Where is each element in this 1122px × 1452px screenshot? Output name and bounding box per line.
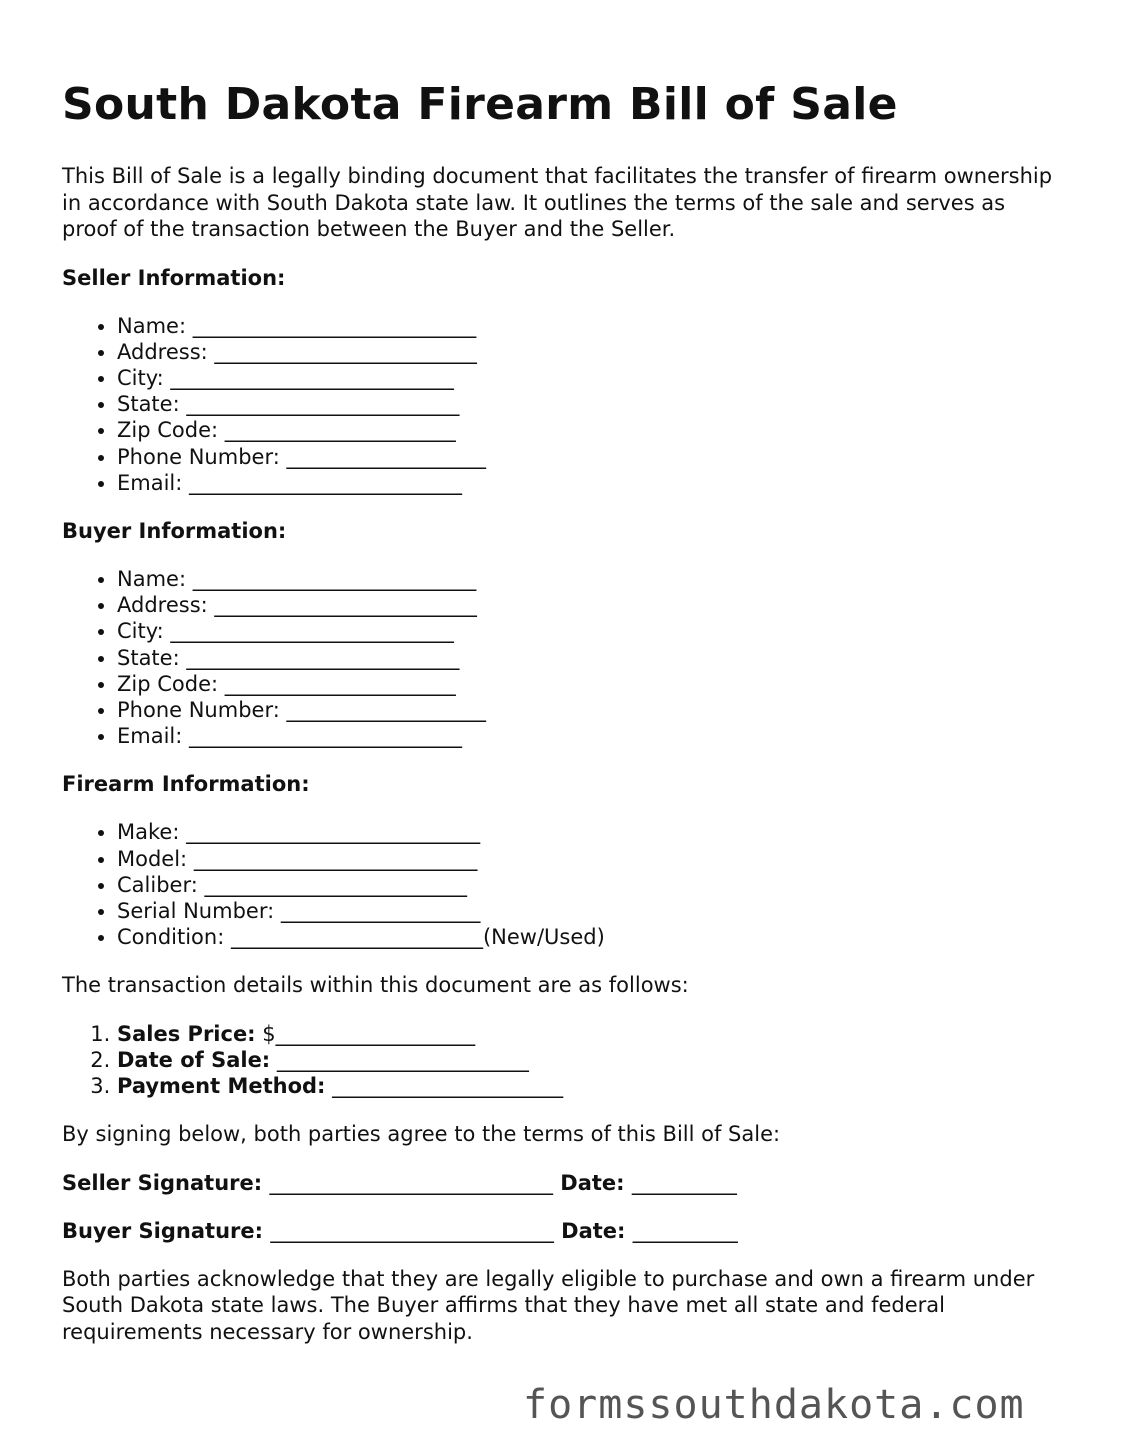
buyer-signature-blank[interactable]: ___________________________ — [270, 1218, 554, 1243]
list-item — [117, 645, 1062, 671]
firearm-field-list — [62, 819, 1062, 950]
signing-intro: By signing below, both parties agree to the terms of this Bill of Sale: — [62, 1122, 781, 1147]
field-label: City: — [117, 619, 164, 644]
field-label: Zip Code: — [117, 671, 219, 696]
field-label: Phone Number: — [117, 444, 280, 469]
list-item — [117, 339, 1062, 365]
list-item — [117, 671, 1062, 697]
field-label: Payment Method: — [117, 1074, 326, 1099]
firearm-model-blank[interactable]: ___________________________ — [193, 846, 478, 871]
field-label: State: — [117, 645, 180, 670]
field-label: Condition: — [117, 925, 225, 950]
list-item — [117, 723, 1062, 749]
list-item — [117, 924, 1062, 950]
buyer-state-blank[interactable]: __________________________ — [186, 645, 460, 670]
seller-signature-blank[interactable]: ___________________________ — [269, 1170, 553, 1195]
list-item — [117, 1047, 1062, 1073]
field-label: Zip Code: — [117, 418, 219, 443]
seller-email-blank[interactable]: __________________________ — [189, 470, 463, 495]
seller-field-list — [62, 313, 1062, 496]
page-title: South Dakota Firearm Bill of Sale — [62, 79, 898, 130]
condition-options: (New/Used) — [482, 925, 605, 950]
transaction-list — [62, 1021, 1062, 1100]
list-item — [117, 417, 1062, 443]
date-label: Date: — [560, 1170, 625, 1195]
list-item — [117, 872, 1062, 898]
seller-city-blank[interactable]: ___________________________ — [170, 365, 454, 390]
seller-date-blank[interactable]: __________ — [631, 1170, 737, 1195]
field-label: Sales Price: — [117, 1021, 256, 1046]
field-label: Name: — [117, 566, 187, 591]
transaction-intro: The transaction details within this document are as follows: — [62, 973, 689, 998]
list-item — [117, 618, 1062, 644]
watermark: formssouthdakota.com — [523, 1382, 1025, 1428]
firearm-condition-blank[interactable]: ________________________ — [230, 925, 483, 950]
list-item — [117, 444, 1062, 470]
field-label: Serial Number: — [117, 898, 275, 923]
list-item — [117, 1021, 1062, 1047]
firearm-caliber-blank[interactable]: _________________________ — [204, 872, 467, 897]
list-item — [117, 898, 1062, 924]
list-item — [117, 846, 1062, 872]
field-label: Name: — [117, 313, 187, 338]
field-label: City: — [117, 365, 164, 390]
list-item — [117, 470, 1062, 496]
buyer-name-blank[interactable]: ___________________________ — [192, 566, 477, 591]
seller-heading: Seller Information: — [62, 265, 286, 290]
seller-signature-label: Seller Signature: — [62, 1170, 263, 1195]
buyer-address-blank[interactable]: _________________________ — [214, 593, 477, 618]
date-of-sale-blank[interactable]: ________________________ — [276, 1048, 529, 1073]
buyer-date-blank[interactable]: __________ — [632, 1218, 738, 1243]
field-label: Address: — [117, 339, 208, 364]
buyer-phone-blank[interactable]: ___________________ — [286, 697, 486, 722]
firearm-make-blank[interactable]: ____________________________ — [186, 820, 481, 845]
seller-name-blank[interactable]: ___________________________ — [192, 313, 477, 338]
field-label: Email: — [117, 470, 183, 495]
firearm-serial-blank[interactable]: ___________________ — [280, 898, 481, 923]
currency-symbol: $ — [262, 1021, 276, 1046]
seller-state-blank[interactable]: __________________________ — [186, 392, 460, 417]
field-label: Email: — [117, 724, 183, 749]
buyer-heading: Buyer Information: — [62, 518, 287, 543]
list-item — [117, 391, 1062, 417]
buyer-email-blank[interactable]: __________________________ — [189, 724, 463, 749]
buyer-signature-label: Buyer Signature: — [62, 1218, 264, 1243]
seller-signature-line — [62, 1170, 1062, 1196]
field-label: State: — [117, 392, 180, 417]
buyer-signature-line — [62, 1218, 1062, 1244]
seller-address-blank[interactable]: _________________________ — [214, 339, 477, 364]
document-page — [62, 78, 1062, 1345]
list-item — [117, 697, 1062, 723]
seller-phone-blank[interactable]: ___________________ — [286, 444, 486, 469]
buyer-field-list — [62, 566, 1062, 749]
field-label: Address: — [117, 593, 208, 618]
closing-paragraph: Both parties acknowledge that they are legally eligible to purchase and own a firearm under South Dakota state laws. The Buyer affirms that they have met all state and federal requirements necessary for ownership. — [62, 1266, 1035, 1344]
field-label: Phone Number: — [117, 697, 280, 722]
field-label: Date of Sale: — [117, 1048, 271, 1073]
firearm-heading: Firearm Information: — [62, 772, 310, 797]
list-item — [117, 1073, 1062, 1099]
buyer-zip-blank[interactable]: ______________________ — [224, 671, 456, 696]
intro-paragraph: This Bill of Sale is a legally binding document that facilitates the transfer of firearm ownership in accordance with South Dakota state law. It outlines the terms of the sale and serves as proof of the transaction between the Buyer and the Seller. — [62, 164, 1053, 241]
list-item — [117, 819, 1062, 845]
list-item — [117, 566, 1062, 592]
field-label: Model: — [117, 846, 188, 871]
buyer-city-blank[interactable]: ___________________________ — [170, 619, 454, 644]
list-item — [117, 365, 1062, 391]
list-item — [117, 313, 1062, 339]
seller-zip-blank[interactable]: ______________________ — [224, 418, 456, 443]
field-label: Caliber: — [117, 872, 198, 897]
date-label: Date: — [561, 1218, 626, 1243]
list-item — [117, 592, 1062, 618]
sales-price-blank[interactable]: ___________________ — [275, 1021, 476, 1046]
payment-method-blank[interactable]: ______________________ — [332, 1074, 564, 1099]
field-label: Make: — [117, 820, 180, 845]
